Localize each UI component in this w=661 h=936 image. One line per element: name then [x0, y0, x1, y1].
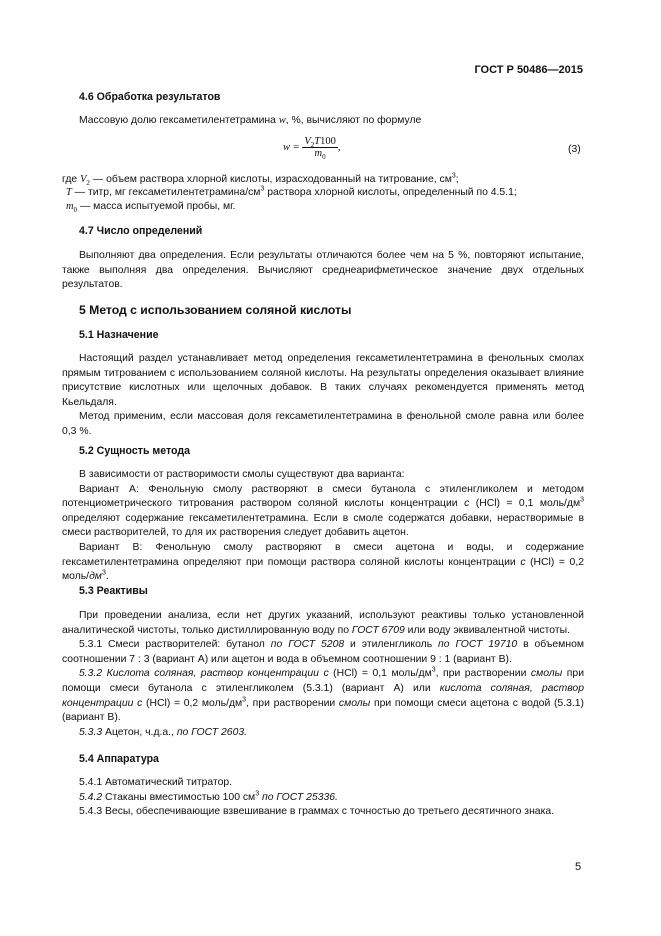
s533-ref: по ГОСТ 2603. [176, 726, 248, 738]
s531-text-c: в объемном соотношении 7 : 3 (вариант А) или ацетон и вода в объемном соотношении 9 : 1 (вариант В). [62, 639, 584, 665]
definition-t [66, 187, 517, 198]
def-m-sub: 0 [73, 206, 78, 215]
s53-p1-end: или воду эквивалентной чистоты. [404, 624, 570, 636]
s47-paragraph: Выполняют два определения. Если результаты отличаются более чем на 5 %, повторяют испытание, также выполняя два определения. Вычисляют среднеарифметическое значение двух отдельных результатов. [62, 250, 584, 291]
variant-b-sup: 3 [101, 569, 106, 577]
document-code: ГОСТ Р 50486—2015 [474, 64, 583, 76]
s532-smoly-1: смолы [530, 668, 563, 680]
s532-conc-2: (HCl) = 0,2 моль/дм [142, 697, 243, 709]
formula-3 [283, 136, 341, 162]
section-5-1-text [62, 352, 584, 440]
s53-item-5-3-2 [62, 667, 584, 725]
where-prefix: где [62, 174, 81, 185]
s54-item-5-4-2 [62, 791, 584, 806]
def-v-text: — объем раствора хлорной кислоты, израсходованный на титрование, см [89, 174, 452, 185]
def-t-text-a: — титр, мг гексаметилентетрамина/см [71, 187, 261, 198]
s53-p1-ref: ГОСТ 6709 [351, 624, 405, 636]
s52-variant-a [62, 483, 584, 541]
s532-smoly-2: смолы [338, 697, 371, 709]
formula-comma: , [337, 142, 341, 153]
s532-title: 5.3.2 Кислота соляная, раствор концентрации с [79, 668, 329, 680]
num-v: V [304, 136, 311, 147]
section-4-7-text [62, 249, 584, 293]
intro-text-end: , %, вычисляют по формуле [285, 115, 422, 126]
section-4-6-heading: 4.6 Обработка результатов [79, 91, 221, 103]
def-v-sub: 2 [86, 179, 90, 188]
s532-sup-2: 3 [242, 696, 247, 704]
num-v-sub: 2 [310, 141, 315, 150]
def-m-symbol: m [66, 201, 74, 212]
def-v-end: ; [455, 174, 459, 185]
def-t-sup: 3 [260, 185, 265, 193]
def-v-sup: 3 [451, 172, 456, 180]
num-100: 100 [320, 136, 336, 147]
section-5-2-heading: 5.2 Сущность метода [79, 445, 191, 457]
s532-sup-1: 3 [431, 666, 436, 674]
variant-a-c: с [464, 498, 470, 510]
den-m-sub: 0 [322, 153, 326, 162]
formula-numerator [302, 136, 338, 148]
section-5-heading: 5 Метод с использованием соляной кислоты [79, 303, 352, 317]
s542-num: 5.4.2 [79, 791, 103, 803]
def-m-text: — масса испытуемой пробы, мг. [77, 201, 236, 212]
s532-text-f: при помощи смеси ацетона с водой (5.3.1) (вариант В). [62, 697, 585, 724]
variant-a-text: Вариант А: Фенольную смолу растворяют в смеси бутанола с этиленгликолем и методом потенциометрического титрования раствором соляной кислоты концентрации [62, 483, 584, 510]
s51-paragraph-1: Настоящий раздел устанавливает метод определения гексаметилентетрамина в фенольных смолах прямым титрованием с использованием соляной кислоты. На результаты определения оказывает влияние присутствие кислотных или щелочных добавок. В таких случаях рекомендуется применять метод Кьельдаля. [62, 353, 584, 408]
page-number: 5 [575, 861, 582, 873]
variant-a-conc: (HCl) = 0,1 моль/дм [469, 498, 581, 510]
def-v-symbol: V [80, 174, 87, 185]
variant-a-sup: 3 [580, 496, 584, 504]
def-t-symbol: T [66, 187, 72, 198]
s542-ref: по ГОСТ 25336. [259, 791, 338, 803]
s53-item-5-3-1 [62, 638, 584, 667]
section-5-1-heading: 5.1 Назначение [79, 329, 159, 341]
s542-sup: 3 [255, 790, 260, 798]
den-m: m [314, 148, 323, 159]
variant-b-end: . [105, 571, 109, 583]
s531-text-a: 5.3.1 Смеси растворителей: бутанол [79, 639, 271, 651]
def-t-text-b: раствора хлорной кислоты, определенный по 4.5.1; [264, 187, 517, 198]
variant-a-text-2: определяют содержание гексаметилентетрамина. Если в смоле содержатся добавки, нерастворимые в смеси растворителей, то для их растворения следует добавить ацетон. [62, 512, 584, 539]
formula-number: (3) [568, 144, 581, 155]
s532-text-c: при помощи смеси бутанола с этиленгликолем (5.3.1) (вариант А) или [62, 668, 584, 694]
formula-denominator [302, 148, 338, 162]
s54-item-5-4-3: 5.4.3 Весы, обеспечивающие взвешивание в граммах с точностью до третьего десятичного знака. [79, 806, 555, 818]
formula-fraction [302, 136, 338, 162]
s53-p1-text: При проведении анализа, если нет других указаний, используют реактивы только установленной аналитической чистоты, только дистиллированную воду по [62, 610, 584, 636]
section-5-4-heading: 5.4 Аппаратура [79, 753, 159, 765]
section-5-2-text [62, 468, 584, 585]
formula-lhs: w = [283, 142, 300, 153]
s532-conc-1: (HCl) = 0,1 моль/дм [328, 668, 432, 680]
s532-text-e: , при растворении [246, 697, 339, 709]
section-5-3-text [62, 609, 584, 740]
variant-b-text: Вариант В: Фенольную смолу растворяют в смеси ацетона и воды, и содержание гексаметилентетрамина определяют при помощи раствора соляной кислоты концентрации [62, 541, 584, 568]
s52-paragraph-1: В зависимости от растворимости смолы существуют два варианта: [79, 469, 405, 480]
s51-paragraph-2: Метод применим, если массовая доля гексаметилентетрамина в фенольной смоле равна или более 0,3 %. [62, 411, 584, 437]
variant-b-c: с [520, 556, 526, 568]
s53-item-5-3-3 [62, 726, 584, 741]
s532-text-b: , при растворении [435, 668, 531, 680]
definition-m0 [66, 201, 236, 215]
variant-b-dm: дм [89, 571, 102, 583]
num-t: T [314, 136, 321, 147]
section-5-4-text [62, 776, 584, 820]
section-4-7-heading: 4.7 Число определений [79, 225, 203, 237]
s53-paragraph-1 [62, 609, 584, 638]
s531-ref-1: по ГОСТ 5208 [270, 639, 345, 651]
s531-ref-2: по ГОСТ 19710 [438, 639, 518, 651]
s52-variant-b [62, 541, 584, 585]
s533-text: Ацетон, ч.д.а., [102, 726, 177, 738]
variant-b-conc: (HCl) = 0,2 моль/ [62, 556, 584, 583]
s533-num: 5.3.3 [79, 726, 103, 738]
s54-item-5-4-1: 5.4.1 Автоматический титратор. [79, 777, 233, 788]
s531-text-b: и этиленгликоль [344, 639, 439, 651]
s542-text: Стаканы вместимостью 100 см [102, 791, 256, 803]
s532-kisl: кислота соляная, раствор концентрации с [62, 682, 584, 709]
symbol-w: w [278, 115, 286, 126]
section-5-3-heading: 5.3 Реактивы [79, 585, 148, 597]
intro-text: Массовую долю гексаметилентетрамина [79, 115, 279, 126]
definition-v2 [62, 172, 459, 188]
formula-intro [79, 115, 421, 126]
